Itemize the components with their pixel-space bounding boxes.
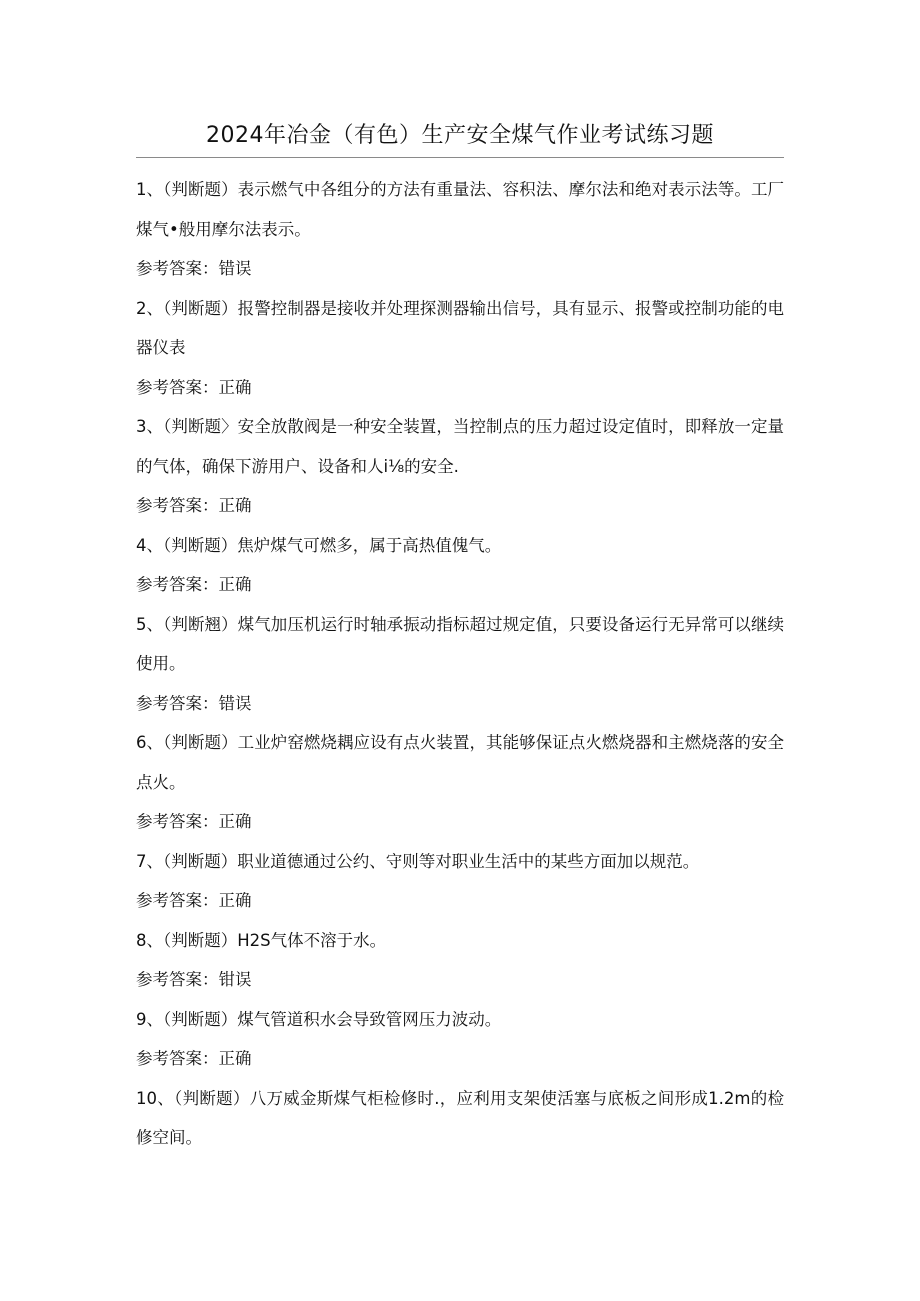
question-text: 5、（判断翘）煤气加压机运行时轴承振动指标超过规定值，只要设备运行无异常可以继续使用。 (136, 614, 784, 673)
question-item (136, 605, 784, 724)
question-text: 2、（判断题）报警控制器是接收并处理探测器输出信号，具有显示、报警或控制功能的电器仪表 (136, 298, 784, 357)
question-item (136, 1079, 784, 1158)
question-item (136, 289, 784, 408)
question-item (136, 1000, 784, 1079)
question-text: 6、（判断题）工业炉窑燃烧耦应设有点火装置，其能够保证点火燃烧器和主燃烧落的安全点火。 (136, 733, 784, 792)
question-answer: 参考答案：正确 (136, 1049, 252, 1068)
question-item (136, 170, 784, 289)
question-answer: 参考答案：正确 (136, 891, 252, 910)
question-answer: 参考答案：错误 (136, 693, 252, 713)
question-text: 1、（判断题）表示燃气中各组分的方法有重量法、容积法、摩尔法和绝对表示法等。工厂煤气•般用摩尔法表示。 (136, 180, 784, 239)
question-answer: 参考答案：错误 (136, 259, 252, 278)
question-list (136, 170, 784, 1158)
question-text: 9、（判断题）煤气管道积水会导致管网压力波动。 (136, 1009, 502, 1029)
document-title: 2024年冶金（有色）生产安全煤气作业考试练习题 (206, 123, 714, 148)
question-text: 3、（判断题〉安全放散阀是一种安全装置，当控制点的压力超过设定值时，即释放一定量的气体，确保下游用户、设备和人i⅛的安全. (136, 417, 784, 476)
question-item (136, 921, 784, 1000)
question-answer: 参考答案：正确 (136, 575, 252, 594)
question-text: 7、（判断题）职业道德通过公约、守则等对职业生活中的某些方面加以规范。 (136, 851, 700, 871)
title-divider (136, 157, 784, 158)
question-item (136, 526, 784, 605)
question-text: 4、（判断题）焦炉煤气可燃多，属于高热值傀气。 (136, 535, 502, 555)
question-answer: 参考答案：钳误 (136, 970, 252, 989)
question-answer: 参考答案：正确 (136, 812, 252, 831)
question-item (136, 842, 784, 921)
question-text: 10、（判断题）八万威金斯煤气柜检修时.，应利用支架使活塞与底板之间形成1.2m的检修空间。 (136, 1088, 784, 1147)
question-answer: 参考答案：正确 (136, 496, 252, 515)
question-text: 8、（判断题）H2S气体不溶于水。 (136, 930, 387, 950)
question-item (136, 723, 784, 842)
question-answer: 参考答案：正确 (136, 377, 252, 397)
question-item (136, 407, 784, 526)
